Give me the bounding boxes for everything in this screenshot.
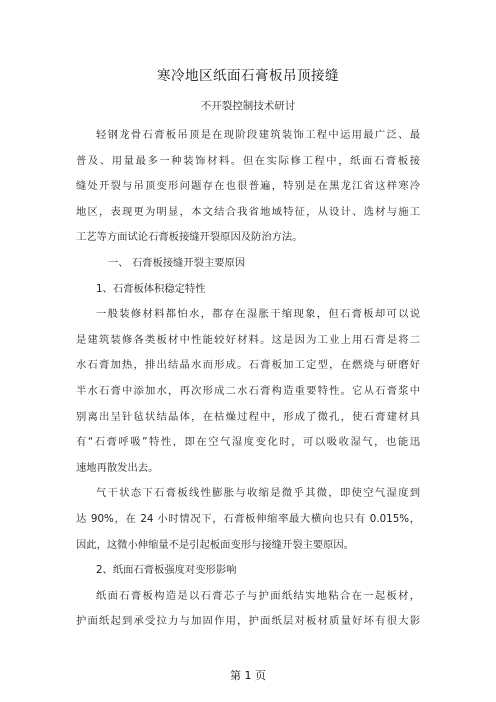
subsection-heading: 2、纸面石膏板强度对变形影响 [96,564,237,577]
body-line: 一般装修材料都怕水，都存在湿胀干缩现象，但石膏板却可以说 [96,308,420,321]
body-line: 达 90%，在 24 小时情况下，石膏板伸缩率最大横向也只有 0.015%， [76,512,420,525]
body-line: 气干状态下石膏板线性膨胀与收缩是微乎其微，即使空气湿度到 [96,487,420,500]
body-line: 工艺等方面试论石膏板接缝开裂原因及防治方法。 [76,231,303,244]
subsection-heading: 1、石膏板体积稳定特性 [96,282,206,295]
body-line: 速地再散发出去。 [76,461,159,474]
body-line: 轻钢龙骨石膏板吊顶是在现阶段建筑装饰工程中运用最广泛、最 [96,129,420,141]
body-line: 水石膏加热，排出结晶水而形成。石膏板加工定型，在燃烧与研磨好 [76,359,420,372]
body-line: 护面纸起到承受拉力与加固作用，护面纸层对板材质量好坏有很大影 [76,615,420,628]
body-line: 有“石膏呼吸”特性，即在空气湿度变化时，可以吸收湿气，也能迅 [76,436,420,449]
document-title: 寒冷地区纸面石膏板吊顶接缝 [157,68,339,84]
document-subtitle: 不开裂控制技术研讨 [200,100,296,112]
body-line: 是建筑装修各类板材中性能较好材料。这是因为工业上用石膏是将二 [76,333,420,346]
body-line: 纸面石膏板构造是以石膏芯子与护面纸结实地粘合在一起板材， [96,589,420,602]
body-line: 缝处开裂与吊顶变形问题存在也很普遍，特别是在黑龙江省这样寒冷 [76,180,420,193]
body-line: 地区，表现更为明显，本文结合我省地域特征，从设计、选材与施工 [76,205,420,218]
section-heading: 一、 石膏板接缝开裂主要原因 [108,256,246,269]
body-line: 因此，这微小伸缩量不是引起板面变形与接缝开裂主要原因。 [76,538,355,551]
body-line: 别离出呈针毡状结晶体，在枯燥过程中，形成了微孔，使石膏建材具 [76,410,420,423]
body-line: 普及、用量最多一种装饰材料。但在实际修工程中，纸面石膏板接 [76,154,420,167]
page-number: 第 1 页 [230,669,266,682]
body-line: 半水石膏中添加水，再次形成二水石膏构造重要特性。它从石膏浆中 [76,384,420,397]
document-body [76,123,420,635]
